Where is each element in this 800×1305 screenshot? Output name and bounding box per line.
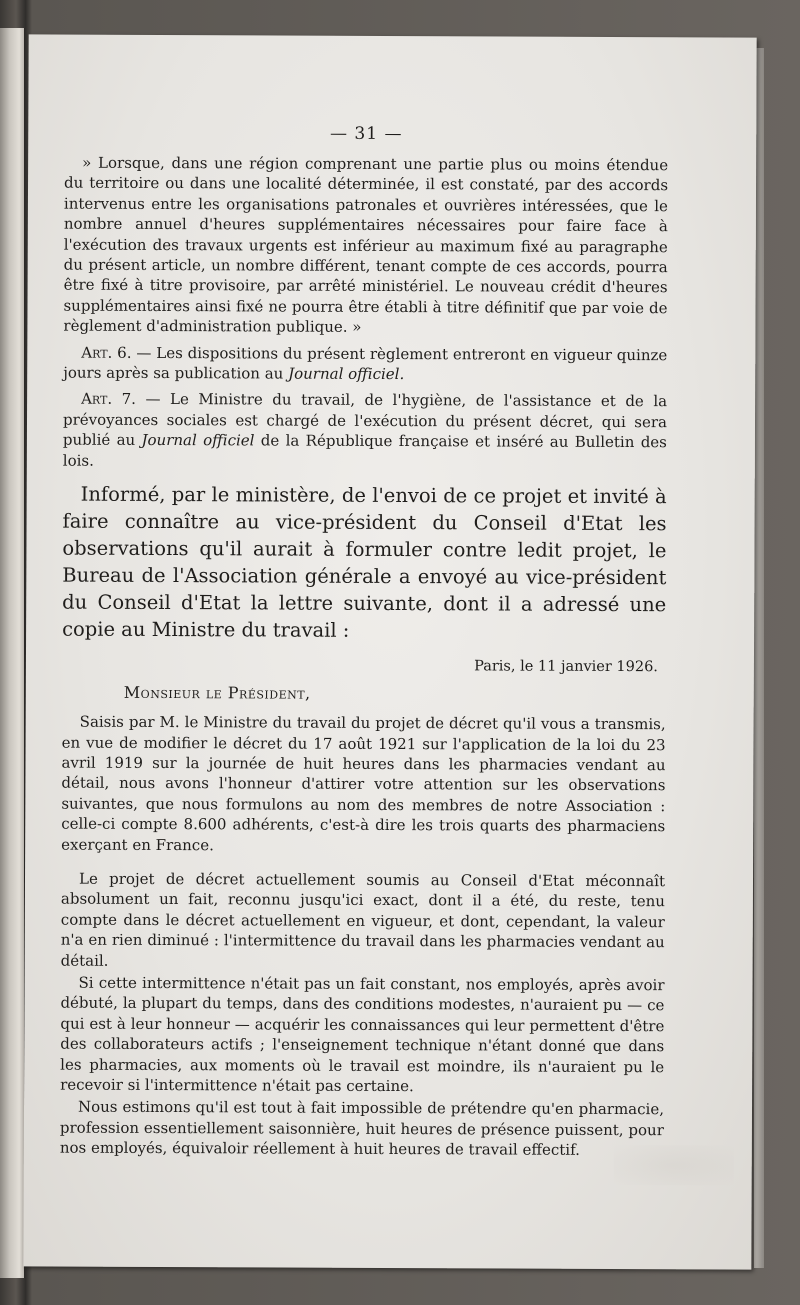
article-6-journal: Journal officiel. [288, 364, 405, 384]
article-7-text-a: — Le Ministre du travail, de l'hygiène, de l'assistance et de la prévoyances sociales est chargé de l'exécution du présent décret, qui sera publié au [62, 390, 668, 450]
informe-paragraph: Informé, par le ministère, de l'envoi de ce projet et invité à faire connaître au vice-président du Conseil d'Etat les observations qu'il aurait à formuler contre ledit projet, le Bureau de l'Association générale a envoyé au vice-président du Conseil d'Etat la lettre suivante, dont il a adressé une copie au Ministre du travail : [62, 482, 667, 642]
article-6-text: — Les dispositions du présent règlement entreront en vigueur quinze jours après sa publication au [63, 343, 668, 383]
article-6-label: Art. 6. [81, 343, 132, 362]
decree-text-block [63, 153, 668, 474]
letter-paragraph-1: Saisis par M. le Ministre du travail du projet de décret qu'il vous a transmis, en vue de modifier le décret du 17 août 1921 sur l'application de la loi du 23 avril 1919 sur la journée de huit heures dans les pharmacies vendant au détail, nous avons l'honneur d'attirer votre attention sur les observations suivantes, que nous formulons au nom des membres de notre Association : celle-ci compte 8.600 adhérents, c'est-à dire les trois quarts des pharmaciens exerçant en France. [61, 712, 666, 854]
letter-salutation: Monsieur le Président, [123, 682, 311, 703]
letter-paragraph-2: Le projet de décret actuellement soumis au Conseil d'Etat méconnaît absolument un fait, reconnu jusqu'ici exact, dont il a été, du reste, tenu compte dans le décret actuellement en vigueur, et dont, cependant, la valeur n'a en rien diminué : l'intermittence du travail dans les pharmacies vendant au détail. [60, 869, 666, 970]
letter-dateline: Paris, le 11 janvier 1926. [474, 658, 658, 676]
article-6 [63, 342, 667, 385]
previous-page-edge [0, 28, 25, 1278]
page-number: — 31 — [329, 123, 403, 145]
book-page [23, 34, 756, 1269]
paper-stain [614, 1145, 734, 1186]
quoted-paragraph: » Lorsque, dans une région comprenant une partie plus ou moins étendue du territoire ou dans une localité déterminée, il est constaté, par des accords intervenus entre les organisations patronales et ouvrières intéressées, que le nombre annuel d'heures supplémentaires nécessaires pour faire face à l'exécution des travaux urgents est inférieur au maximum fixé au paragraphe du présent article, un nombre différent, tenant compte de ces accords, pourra être fixé à titre provisoire, par arrêté ministériel. Le nouveau crédit d'heures supplémentaires ainsi fixé ne pourra être établi à titre définitif que par voie de règlement d'administration publique. » [63, 153, 669, 337]
letter-paragraph-4: Nous estimons qu'il est tout à fait impossible de prétendre qu'en pharmacie, profession essentiellement saisonnière, huit heures de présence puissent, pour nos employés, équivaloir réellement à huit heures de travail effectif. [59, 1098, 665, 1160]
article-7-text-b: de la République française et inséré au Bulletin des lois. [62, 431, 667, 470]
letter-paragraph-3: Si cette intermittence n'était pas un fait constant, nos employés, après avoir débuté, la plupart du temps, dans des conditions modestes, n'auraient pu — ce qui est à leur honneur — acquérir les connaissances qui leur permettent d'être des collaborateurs actifs ; l'enseignement technique n'étant donné que dans les pharmacies, aux moments où le travail est moindre, ils n'auraient pu le recevoir si l'intermittence n'était pas certaine. [60, 973, 665, 1096]
page-content [60, 123, 669, 1163]
article-7-journal: Journal officiel [141, 431, 255, 450]
article-7 [63, 389, 667, 473]
article-7-label: Art. 7. [81, 390, 137, 409]
letter-body [60, 712, 666, 1161]
